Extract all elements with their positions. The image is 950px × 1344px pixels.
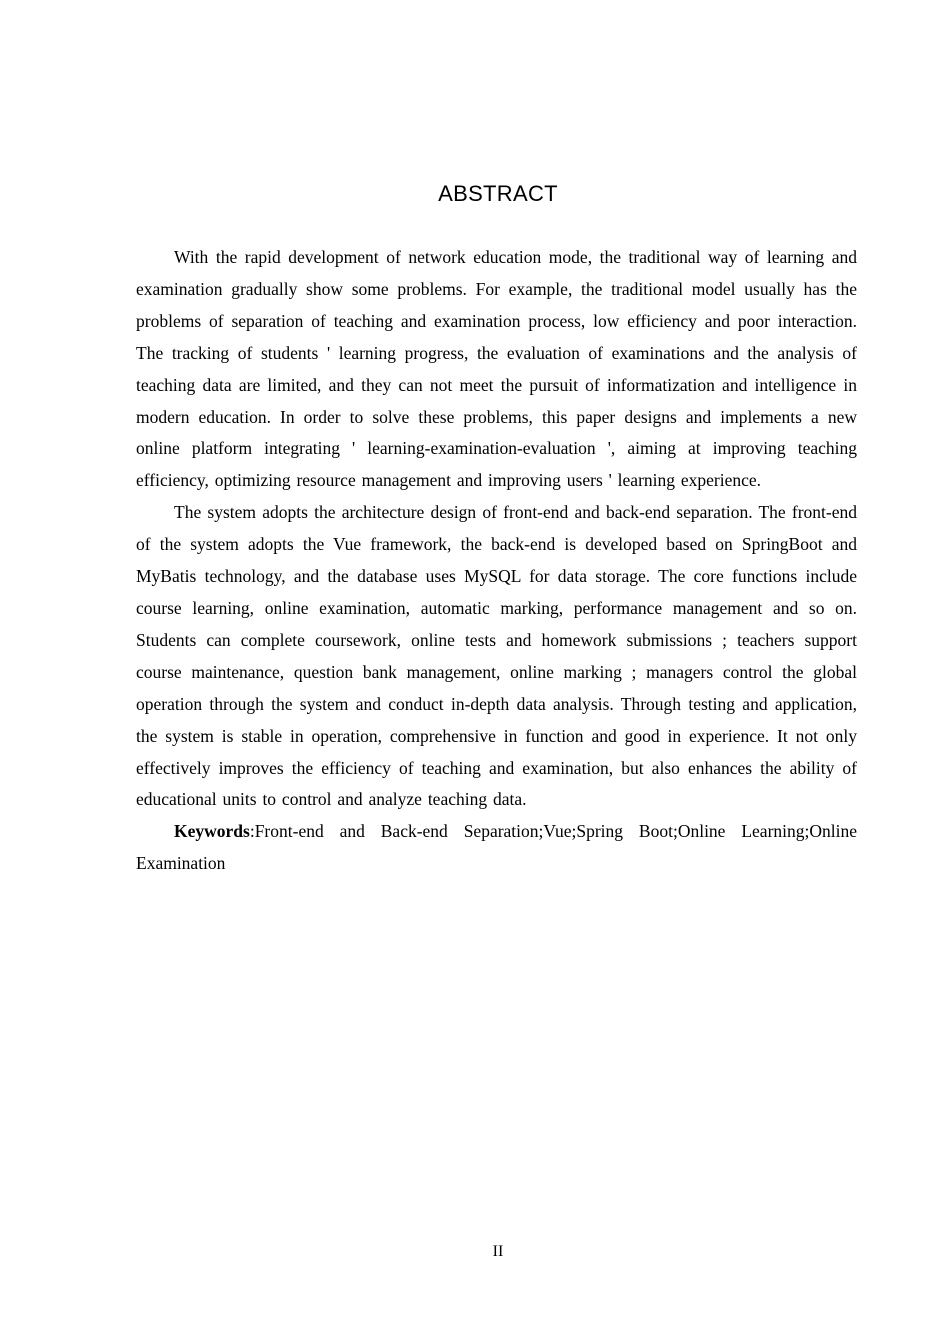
abstract-body: [136, 242, 857, 880]
keywords-text: :Front-end and Back-end Separation;Vue;Spring Boot;Online Learning;Online Examination: [136, 821, 857, 874]
abstract-title: ABSTRACT: [438, 181, 558, 206]
keywords-label: Keywords: [174, 821, 250, 842]
abstract-paragraph-2: The system adopts the architecture design of front-end and back-end separation. The front-end of the system adopts the Vue framework, the back-end is developed based on SpringBoot and MyBatis technology, and the database uses MySQL for data storage. The core functions include course learning, online examination, automatic marking, performance management and so on. Students can complete coursework, online tests and homework submissions ; teachers support course maintenance, question bank management, online marking ; managers control the global operation through the system and conduct in-depth data analysis. Through testing and application, the system is stable in operation, comprehensive in function and good in experience. It not only effectively improves the efficiency of teaching and examination, but also enhances the ability of educational units to control and analyze teaching data.: [136, 502, 857, 810]
abstract-paragraph-1: With the rapid development of network education mode, the traditional way of learning and examination gradually show some problems. For example, the traditional model usually has the problems of separation of teaching and examination process, low efficiency and poor interaction. The tracking of students ' learning progress, the evaluation of examinations and the analysis of teaching data are limited, and they can not meet the pursuit of informatization and intelligence in modern education. In order to solve these problems, this paper designs and implements a new online platform integrating ' learning-examination-evaluation ', aiming at improving teaching efficiency, optimizing resource management and improving users ' learning experience.: [136, 247, 857, 491]
page-number: II: [492, 1243, 504, 1260]
keywords-paragraph: [136, 816, 857, 880]
